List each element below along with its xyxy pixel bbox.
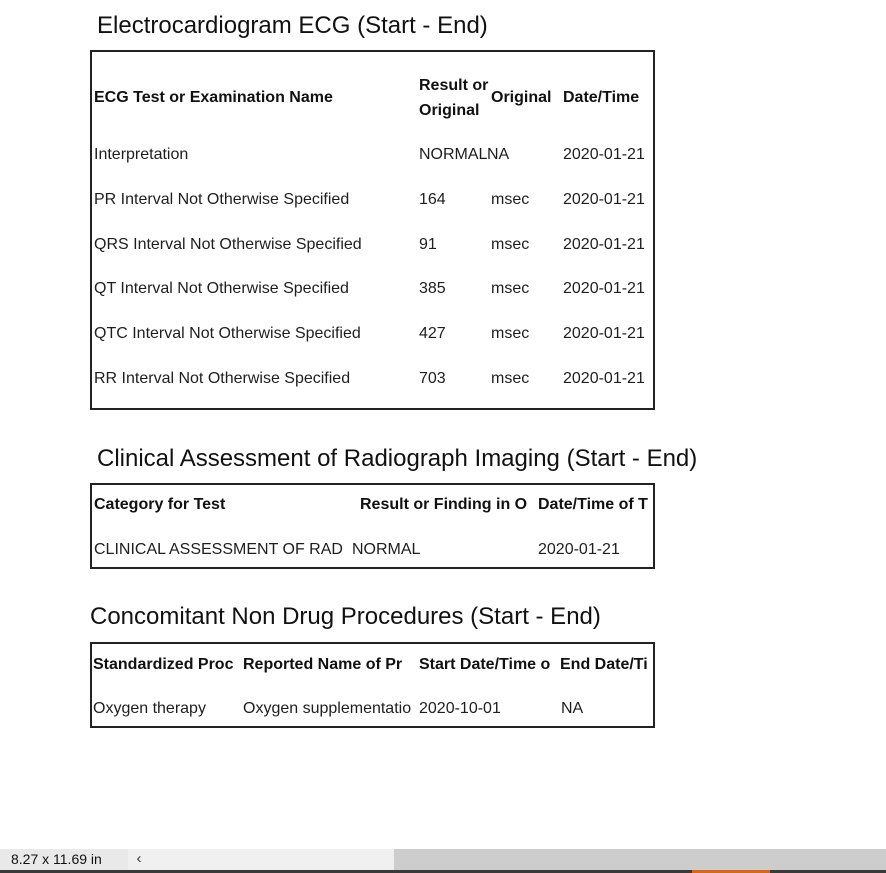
ecg-header-datetime: Date/Time <box>563 89 655 107</box>
radiograph-row-0-datetime: 2020-01-21 <box>538 541 655 559</box>
ecg-row-1-unit: msec <box>491 191 557 209</box>
ecg-row-0-unit: NA <box>487 146 557 164</box>
ecg-row-4-result: 427 <box>419 325 487 343</box>
ecg-row-4-datetime: 2020-01-21 <box>563 325 655 343</box>
ecg-row-2-unit: msec <box>491 236 557 254</box>
ecg-row-5-name: RR Interval Not Otherwise Specified <box>94 370 414 388</box>
ecg-header-original-unit: Original <box>491 89 558 107</box>
ecg-row-1-result: 164 <box>419 191 487 209</box>
ecg-row-2-result: 91 <box>419 236 487 254</box>
radiograph-table <box>90 483 655 569</box>
ecg-row-3-result: 385 <box>419 280 487 298</box>
ecg-table <box>90 50 655 410</box>
page-size-label: 8.27 x 11.69 in <box>0 849 128 870</box>
radiograph-section-title: Clinical Assessment of Radiograph Imaging (Start - End) <box>97 445 698 472</box>
ecg-row-5-datetime: 2020-01-21 <box>563 370 655 388</box>
ecg-section-title: Electrocardiogram ECG (Start - End) <box>97 12 488 39</box>
procedures-table <box>90 642 655 728</box>
ecg-row-5-unit: msec <box>491 370 557 388</box>
chevron-left-icon[interactable]: ‹ <box>136 850 142 867</box>
procedures-section-title: Concomitant Non Drug Procedures (Start - End) <box>90 603 601 630</box>
procedures-row-0-reported-name: Oxygen supplementatio <box>243 700 419 718</box>
procedures-header-standardized: Standardized Proc <box>93 656 243 674</box>
ecg-row-1-name: PR Interval Not Otherwise Specified <box>94 191 414 209</box>
radiograph-row-0-result: NORMAL <box>352 541 532 559</box>
radiograph-header-category: Category for Test <box>94 496 354 514</box>
horizontal-scrollbar-thumb[interactable] <box>394 849 886 870</box>
ecg-row-4-name: QTC Interval Not Otherwise Specified <box>94 325 414 343</box>
ecg-row-2-name: QRS Interval Not Otherwise Specified <box>94 236 414 254</box>
ecg-header-result-line2: Original <box>419 102 491 120</box>
procedures-row-0-end-date: NA <box>561 700 655 718</box>
ecg-row-0-datetime: 2020-01-21 <box>563 146 655 164</box>
procedures-header-reported-name: Reported Name of Pr <box>243 656 419 674</box>
radiograph-header-result: Result or Finding in O <box>360 496 532 514</box>
ecg-row-2-datetime: 2020-01-21 <box>563 236 655 254</box>
procedures-row-0-standardized: Oxygen therapy <box>93 700 239 718</box>
ecg-row-0-result: NORMAL <box>419 146 487 163</box>
ecg-row-3-name: QT Interval Not Otherwise Specified <box>94 280 414 298</box>
procedures-header-start-date: Start Date/Time o <box>419 656 560 674</box>
procedures-header-end-date: End Date/Ti <box>560 656 655 674</box>
status-bar <box>0 849 886 870</box>
ecg-row-4-unit: msec <box>491 325 557 343</box>
ecg-header-test-name: ECG Test or Examination Name <box>94 89 414 107</box>
ecg-row-0-name: Interpretation <box>94 146 414 164</box>
ecg-row-1-datetime: 2020-01-21 <box>563 191 655 209</box>
ecg-row-3-datetime: 2020-01-21 <box>563 280 655 298</box>
procedures-row-0-start-date: 2020-10-01 <box>419 700 560 718</box>
radiograph-row-0-category: CLINICAL ASSESSMENT OF RAD <box>94 541 352 559</box>
ecg-header-result-line1: Result or <box>419 77 491 95</box>
ecg-row-5-result: 703 <box>419 370 487 388</box>
radiograph-header-datetime: Date/Time of T <box>538 496 655 514</box>
ecg-row-3-unit: msec <box>491 280 557 298</box>
